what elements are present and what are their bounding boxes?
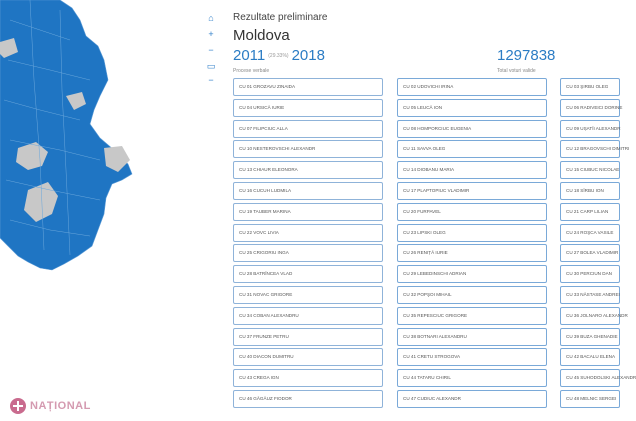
candidate-card[interactable]: CU 46 GĂGĂUZ FIODOR [233, 390, 383, 408]
caption-right: Total voturi valide [497, 68, 536, 74]
candidate-card[interactable]: CU 30 PERCIUN DAN [560, 265, 620, 283]
candidate-card[interactable]: CU 24 ROŞCA VASILE [560, 224, 620, 242]
zoom-out-icon[interactable]: − [208, 45, 214, 55]
year-left: 2011 [233, 47, 266, 64]
candidate-card[interactable]: CU 40 DIACON DUMITRU [233, 348, 383, 366]
election-map[interactable] [0, 0, 206, 290]
candidate-card[interactable]: CU 19 TAUBER MARINA [233, 203, 383, 221]
candidate-card[interactable]: CU 20 FURPAVEL [397, 203, 547, 221]
candidate-card[interactable]: CU 14 DIOBANU MARIA [397, 161, 547, 179]
total-votes: 1297838 [497, 47, 556, 64]
candidate-card[interactable]: CU 03 ŞIRBU OLEG [560, 78, 620, 96]
candidate-card[interactable]: CU 29 LEBEDINSCHI ADRIAN [397, 265, 547, 283]
map-region-north [0, 0, 132, 270]
candidate-card[interactable]: CU 41 CRETU STROGOVA [397, 348, 547, 366]
candidate-card[interactable]: CU 15 CIUBUC NICOLAE [560, 161, 620, 179]
year-percentage: (29.33%) [268, 53, 289, 60]
fullscreen-icon[interactable]: ▭ [206, 60, 216, 71]
candidate-card[interactable]: CU 34 COBAN ALEXANDRU [233, 307, 383, 325]
candidate-card[interactable]: CU 47 CUDIUC ALEXANDR [397, 390, 547, 408]
candidate-card[interactable]: CU 17 PLAPTOPIUC VLADIMIR [397, 182, 547, 200]
logo [10, 398, 91, 414]
candidate-card[interactable]: CU 08 HOMPORCIUC EUGENIA [397, 120, 547, 138]
candidate-card[interactable]: CU 45 SUHODOLSKI ALEXANDR [560, 369, 620, 387]
candidate-card[interactable]: CU 32 POPŞOI MIHAIL [397, 286, 547, 304]
candidate-card[interactable]: CU 31 NOVAC GRIGORE [233, 286, 383, 304]
zoom-in-icon[interactable]: + [208, 29, 214, 39]
candidate-card[interactable]: CU 02 UDOVICHI IRINA [397, 78, 547, 96]
candidate-card[interactable]: CU 36 JOLNARO ALEXANDR [560, 307, 620, 325]
candidate-card[interactable]: CU 11 SAVVA OLEG [397, 140, 547, 158]
candidate-card[interactable]: CU 39 BUZA GHENADIE [560, 328, 620, 346]
year-range [233, 47, 325, 64]
candidate-card[interactable]: CU 22 VOVC LIVIA [233, 224, 383, 242]
logo-icon [10, 398, 26, 414]
caption-left: Procese verbale [233, 68, 270, 74]
candidate-card[interactable]: CU 21 CARP LILIAN [560, 203, 620, 221]
logo-text: NAȚIONAL [30, 400, 91, 412]
candidate-card[interactable]: CU 25 CRIGORIU INGA [233, 244, 383, 262]
candidate-card[interactable]: CU 13 CHIAUR ELEONORA [233, 161, 383, 179]
candidate-card[interactable]: CU 48 MELNIC SERGEI [560, 390, 620, 408]
candidate-card[interactable]: CU 33 NĂSTASE ANDREI [560, 286, 620, 304]
candidate-card[interactable]: CU 23 LIPSKI OLEG [397, 224, 547, 242]
page-title: Moldova [233, 27, 290, 44]
candidate-card[interactable]: CU 01 GROZAVU ZINAIDA [233, 78, 383, 96]
candidate-card[interactable]: CU 16 CUCUH LUDMILA [233, 182, 383, 200]
candidate-card[interactable]: CU 37 FRUNZE PETRU [233, 328, 383, 346]
year-right: 2018 [291, 47, 325, 64]
reset-icon[interactable]: − [208, 75, 214, 85]
candidate-card[interactable]: CU 42 BACALU ELENA [560, 348, 620, 366]
candidate-card[interactable]: CU 07 FILIPCIUC ALLA [233, 120, 383, 138]
candidate-card[interactable]: CU 04 URSICĂ IURIE [233, 99, 383, 117]
candidate-card[interactable]: CU 05 LEUCĂ ION [397, 99, 547, 117]
candidate-card[interactable]: CU 35 REPESCIUC GRIGORE [397, 307, 547, 325]
candidate-card[interactable]: CU 06 RADIVEICI DORINE [560, 99, 620, 117]
candidate-card[interactable]: CU 09 UȘATÎI ALEXANDR [560, 120, 620, 138]
candidate-card[interactable]: CU 10 NESTEROVSCHI ALEXANDR [233, 140, 383, 158]
candidate-card[interactable]: CU 38 BOTNARI ALEXANDRU [397, 328, 547, 346]
home-icon[interactable]: ⌂ [208, 13, 214, 23]
candidate-card[interactable]: CU 43 CREGA IGN [233, 369, 383, 387]
candidate-card[interactable]: CU 12 BRAGOVSCHI DIMITRI [560, 140, 620, 158]
candidate-card[interactable]: CU 28 BATRÎNCEA VLAD [233, 265, 383, 283]
candidate-card[interactable]: CU 44 TATARU CHIRIL [397, 369, 547, 387]
candidate-card[interactable]: CU 18 SÎRBU ION [560, 182, 620, 200]
candidate-card[interactable]: CU 26 RENIȚĂ IURIE [397, 244, 547, 262]
candidate-card[interactable]: CU 27 BOLEA VLADIMIR [560, 244, 620, 262]
subtitle: Rezultate preliminare [233, 12, 328, 23]
